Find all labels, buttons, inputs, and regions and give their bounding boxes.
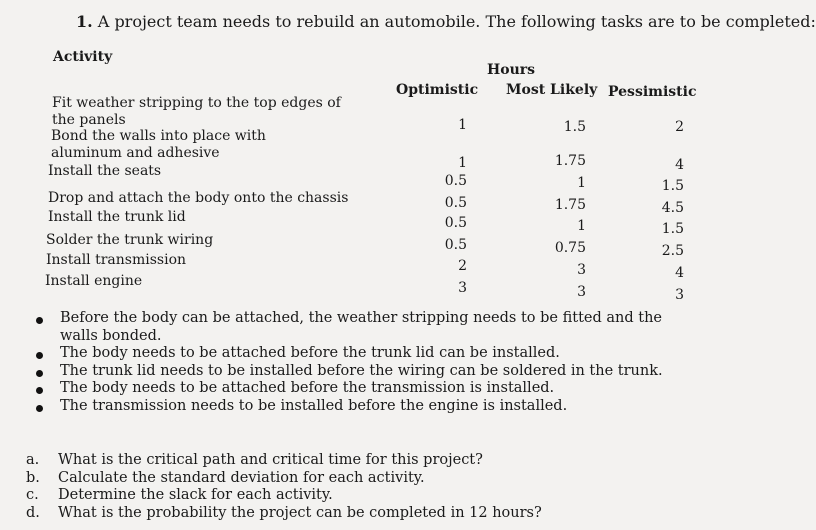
problem-intro: A project team needs to rebuild an automobile. The following tasks are to be completed: (97, 12, 816, 31)
most-likely-value: 1 (577, 218, 586, 234)
activity-name: Bond the walls into place with aluminum and adhesive (51, 128, 266, 161)
optimistic-value: 2 (458, 258, 467, 274)
pessimistic-value: 2.5 (661, 243, 684, 259)
activity-header: Activity (53, 49, 113, 65)
activity-name: Fit weather stripping to the top edges of the panels (52, 95, 341, 128)
question-label: d. (26, 504, 40, 521)
activity-name: Install the trunk lid (48, 209, 186, 225)
constraint-item: The transmission needs to be installed before the engine is installed. (36, 398, 680, 416)
constraint-item: The body needs to be attached before the transmission is installed. (36, 380, 680, 398)
most-likely-value: 1.75 (554, 197, 586, 213)
question-label: c. (26, 487, 39, 503)
optimistic-value: 3 (458, 280, 467, 296)
constraint-item: The trunk lid needs to be installed before the wiring can be soldered in the trunk. (36, 363, 680, 381)
question-text: Determine the slack for each activity. (58, 487, 333, 503)
activity-name: Drop and attach the body onto the chassis (48, 190, 349, 206)
question-text: What is the critical path and critical time for this project? (58, 452, 483, 468)
most-likely-value: 0.75 (554, 240, 586, 256)
question-label: b. (26, 469, 40, 486)
pessimistic-value: 3 (675, 287, 684, 303)
activity-name: Solder the trunk wiring (46, 232, 214, 248)
question-item (26, 452, 542, 470)
question-item (26, 505, 542, 523)
question-text: Calculate the standard deviation for each activity. (58, 469, 425, 486)
pessimistic-value: 2 (675, 119, 684, 135)
col-optimistic-header: Optimistic (396, 82, 479, 98)
constraint-item: The body needs to be attached before the trunk lid can be installed. (36, 345, 680, 363)
most-likely-value: 3 (577, 262, 586, 278)
most-likely-value: 1 (577, 175, 586, 191)
optimistic-value: 0.5 (444, 215, 467, 231)
pessimistic-value: 4 (675, 157, 684, 173)
col-pessimistic-header: Pessimistic (608, 84, 697, 100)
most-likely-value: 1.5 (563, 119, 586, 135)
activity-name: Install transmission (46, 252, 187, 268)
problem-title (76, 12, 816, 31)
activity-name: Install the seats (48, 163, 162, 179)
questions-list (26, 452, 542, 522)
question-label: a. (26, 452, 40, 468)
pessimistic-value: 1.5 (661, 178, 684, 194)
most-likely-value: 1.75 (554, 153, 586, 169)
most-likely-value: 3 (577, 284, 586, 300)
hours-header: Hours (487, 62, 536, 78)
optimistic-value: 0.5 (444, 237, 467, 253)
question-text: What is the probability the project can be completed in 12 hours? (58, 504, 542, 521)
activity-name: Install engine (45, 273, 143, 289)
pessimistic-value: 1.5 (661, 221, 684, 237)
pessimistic-value: 4.5 (661, 200, 684, 216)
optimistic-value: 0.5 (444, 173, 467, 189)
optimistic-value: 1 (458, 117, 467, 133)
constraints-list (36, 310, 680, 415)
question-item (26, 470, 542, 488)
question-item (26, 487, 542, 505)
problem-number: 1. (76, 12, 93, 31)
col-most-likely-header: Most Likely (506, 82, 598, 98)
optimistic-value: 1 (458, 155, 467, 171)
pessimistic-value: 4 (675, 265, 684, 281)
constraint-item: Before the body can be attached, the weather stripping needs to be fitted and the walls bonded. (36, 310, 680, 345)
optimistic-value: 0.5 (444, 195, 467, 211)
